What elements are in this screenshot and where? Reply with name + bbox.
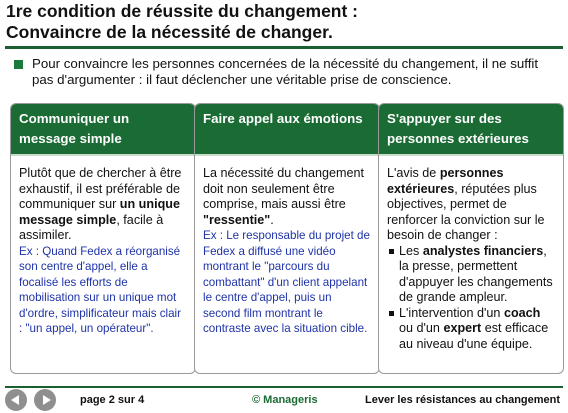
card-header: Faire appel aux émotions [195,104,379,156]
copyright: © Manageris [252,394,318,406]
card-external-people [378,103,564,374]
card-header: S'appuyer sur des personnes extérieures [379,104,563,156]
square-bullet-icon [14,60,23,69]
card-emotions [194,103,380,374]
title-divider [5,46,563,49]
card-message-simple [10,103,196,374]
intro-text: Pour convaincre les personnes concernées de la nécessité du changement, il ne suffit pas d'argumenter : il faut déclencher une véritable prise de conscience. [32,56,539,87]
card-text-bold: un unique message simple [19,197,180,227]
item-bold-2: expert [443,321,482,335]
card-body [11,156,195,337]
item-text-mid: ou d'un [399,321,444,335]
card-text-end: . [270,212,274,227]
item-bold: coach [503,305,541,320]
card-text: La nécessité du changement doit non seulement être comprise, mais aussi être [203,166,365,211]
card-text-end: , facile à assimiler. [19,212,164,242]
footer-topic: Lever les résistances au changement [365,394,561,406]
list-item [387,244,555,306]
item-text-end: , la presse, permettent d'appuyer les changements de grande ampleur. [399,243,553,304]
item-text-end: est efficace au niveau d'une équipe. [399,321,549,351]
card-text-bold: personnes extérieures [387,166,504,196]
card-header: Communiquer un message simple [11,104,195,156]
arrow-left-icon[interactable] [5,389,27,411]
card-text: Plutôt que de chercher à être exhaustif, il est préférable de communiquer sur [19,166,182,211]
card-body [195,156,379,337]
arrow-right-icon[interactable] [34,389,56,411]
card-list [387,244,555,353]
card-text-bold: "ressentie" [203,212,271,227]
card-text: L'avis de [387,166,440,180]
item-text: L'intervention d'un [399,305,504,320]
card-example: Ex : Quand Fedex a réorganisé son centre d'appel, elle a focalisé les efforts de mobilisation sur un unique mot d'ordre, simplificateur mais clair : "un appel, un opérateur". [19,244,181,335]
item-bold: analystes financiers [422,243,544,258]
card-example: Ex : Le responsable du projet de Fedex a diffusé une vidéo montrant le "parcours du combattant" d'un client appelant le centre d'appel, puis un second film montrant le contraste avec la situation cible. [203,229,370,335]
card-body [379,156,563,352]
card-text-end: , réputées plus objectives, permet de renforcer la conviction sur le besoin de changer : [387,181,545,242]
page-indicator: page 2 sur 4 [80,394,145,406]
page-title [6,1,562,43]
title-line-2: Convaincre de la nécessité de changer. [6,22,333,42]
title-line-1: 1re condition de réussite du changement : [6,1,359,21]
item-text: Les [399,243,423,258]
intro-paragraph [10,56,560,88]
footer-divider [5,386,563,388]
list-item [387,306,555,353]
